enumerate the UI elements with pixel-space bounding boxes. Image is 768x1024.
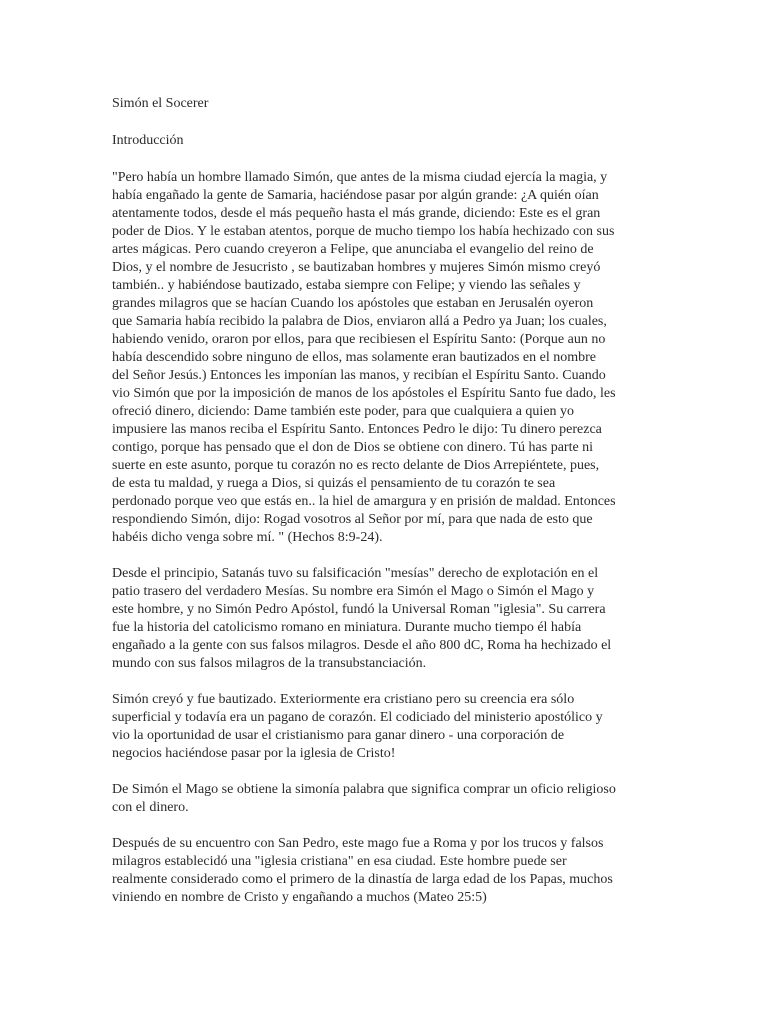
text-line: "Pero había un hombre llamado Simón, que antes de la misma ciudad ejercía la magia, y <box>112 170 608 185</box>
text-line: superficial y todavía era un pagano de corazón. El codiciado del ministerio apostólico y <box>112 710 603 725</box>
text-line: de esta tu maldad, y ruega a Dios, si quizás el pensamiento de tu corazón te sea <box>112 476 556 491</box>
text-line: patio trasero del verdadero Mesías. Su nombre era Simón el Mago o Simón el Mago y <box>112 584 595 599</box>
text-line: fue la historia del catolicismo romano en miniatura. Durante mucho tiempo él había <box>112 620 582 635</box>
text-line: este hombre, y no Simón Pedro Apóstol, fundó la Universal Roman "iglesia". Su carrera <box>112 602 606 617</box>
text-line: habiendo venido, oraron por ellos, para que recibiesen el Espíritu Santo: (Porque aun no <box>112 332 606 347</box>
text-line: del Señor Jesús.) Entonces les imponían las manos, y recibían el Espíritu Santo. Cuando <box>112 368 606 383</box>
text-line: vio Simón que por la imposición de manos de los apóstoles el Espíritu Santo fue dado, les <box>112 386 616 401</box>
text-line: impusiere las manos reciba el Espíritu Santo. Entonces Pedro le dijo: Tu dinero perezca <box>112 422 602 437</box>
text-line: había descendido sobre ninguno de ellos, mas solamente eran bautizados en el nombre <box>112 350 597 365</box>
paragraph <box>112 835 660 907</box>
text-line: grandes milagros que se hacían Cuando los apóstoles que estaban en Jerusalén oyeron <box>112 296 594 311</box>
text-line: respondiendo Simón, dijo: Rogad vosotros al Señor por mí, para que nada de esto que <box>112 512 593 527</box>
document-title: Simón el Socerer <box>112 96 209 111</box>
text-line: que Samaria había recibido la palabra de Dios, enviaron allá a Pedro ya Juan; los cuales, <box>112 314 607 329</box>
text-line: ofreció dinero, diciendo: Dame también este poder, para que cualquiera a quien yo <box>112 404 575 419</box>
section-heading: Introducción <box>112 133 184 148</box>
document-page <box>112 95 660 925</box>
text-line: Simón creyó y fue bautizado. Exteriormente era cristiano pero su creencia era sólo <box>112 692 575 707</box>
text-line: mundo con sus falsos milagros de la transubstanciación. <box>112 656 427 671</box>
text-line: suerte en este asunto, porque tu corazón no es recto delante de Dios Arrepiéntete, pues, <box>112 458 600 473</box>
text-line: poder de Dios. Y le estaban atentos, porque de mucho tiempo los había hechizado con sus <box>112 224 615 239</box>
text-line: atentamente todos, desde el más pequeño hasta el más grande, diciendo: Este es el gran <box>112 206 601 221</box>
text-line: engañado a la gente con sus falsos milagros. Desde el año 800 dC, Roma ha hechizado el <box>112 638 612 653</box>
text-line: había engañado la gente de Samaria, haciéndose pasar por algún grande: ¿A quién oían <box>112 188 599 203</box>
text-line: viniendo en nombre de Cristo y engañando a muchos (Mateo 25:5) <box>112 890 487 905</box>
text-line: Después de su encuentro con San Pedro, este mago fue a Roma y por los trucos y falsos <box>112 836 604 851</box>
text-line: De Simón el Mago se obtiene la simonía palabra que significa comprar un oficio religioso <box>112 782 616 797</box>
text-line: contigo, porque has pensado que el don de Dios se obtiene con dinero. Tú has parte ni <box>112 440 594 455</box>
text-line: Desde el principio, Satanás tuvo su falsificación "mesías" derecho de explotación en el <box>112 566 599 581</box>
paragraph <box>112 691 660 763</box>
text-line: Dios, y el nombre de Jesucristo , se bautizaban hombres y mujeres Simón mismo creyó <box>112 260 601 275</box>
document-body <box>112 169 660 907</box>
paragraph <box>112 565 660 673</box>
text-line: milagros establecidó una "iglesia cristiana" en esa ciudad. Este hombre puede ser <box>112 854 567 869</box>
text-line: realmente considerado como el primero de la dinastía de larga edad de los Papas, muchos <box>112 872 613 887</box>
text-line: perdonado porque veo que estás en.. la hiel de amargura y en prisión de maldad. Entonces <box>112 494 616 509</box>
text-line: también.. y habiéndose bautizado, estaba siempre con Felipe; y viendo las señales y <box>112 278 581 293</box>
text-line: con el dinero. <box>112 800 189 815</box>
paragraph <box>112 169 660 547</box>
text-line: negocios haciéndose pasar por la iglesia de Cristo! <box>112 746 396 761</box>
text-line: vio la oportunidad de usar el cristianismo para ganar dinero - una corporación de <box>112 728 565 743</box>
paragraph <box>112 781 660 817</box>
text-line: habéis dicho venga sobre mí. " (Hechos 8:9-24). <box>112 530 383 545</box>
text-line: artes mágicas. Pero cuando creyeron a Felipe, que anunciaba el evangelio del reino de <box>112 242 594 257</box>
